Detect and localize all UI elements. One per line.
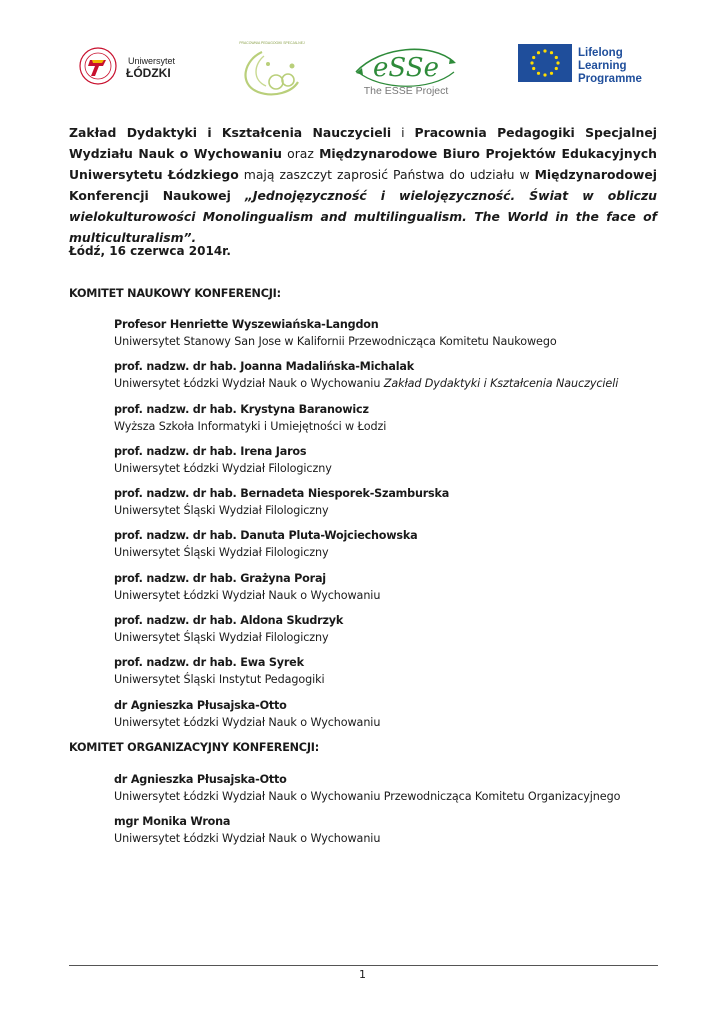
organizing-committee-list: [114, 771, 674, 856]
member-affiliation: Uniwersytet Łódzki Wydział Nauk o Wychowaniu: [114, 832, 381, 846]
organizer-3: Międzynarodowe Biuro Projektów Edukacyjnych Uniwersytetu Łódzkiego: [69, 146, 657, 182]
scientific-committee-heading: KOMITET NAUKOWY KONFERENCJI:: [69, 287, 281, 300]
svg-text:Lifelong: Lifelong: [578, 47, 623, 59]
lodz-university-logo: [78, 46, 188, 86]
member-affiliation: Uniwersytet Śląski Wydział Filologiczny: [114, 504, 329, 518]
member-name: prof. nadzw. dr hab. Ewa Syrek: [114, 656, 304, 670]
pracownia-logo: [232, 38, 312, 100]
logos-header: [0, 38, 725, 100]
svg-text:Programme: Programme: [578, 73, 642, 84]
member-affiliation: Uniwersytet Śląski Instytut Pedagogiki: [114, 673, 325, 687]
member-name: prof. nadzw. dr hab. Krystyna Baranowicz: [114, 402, 369, 416]
svg-text:PRACOWNIA PEDAGOGIKI SPECJALNE: PRACOWNIA PEDAGOGIKI SPECJALNEJ: [239, 41, 305, 45]
lifelong-learning-programme-logo: [518, 44, 654, 84]
committee-member: [114, 612, 674, 654]
conference-name: Międzynarodowej Konferencji Naukowej: [69, 167, 657, 203]
svg-text:Uniwersytet: Uniwersytet: [128, 56, 176, 66]
page-number: 1: [359, 968, 366, 981]
conference-title: „Jednojęzyczność i wielojęzyczność. Świat w obliczu wielokulturowości Monolingualism and multilingualism. The World in the face of multiculturalism”.: [69, 188, 658, 245]
svg-text:Learning: Learning: [578, 60, 627, 72]
member-name: prof. nadzw. dr hab. Bernadeta Niesporek-Szamburska: [114, 487, 450, 501]
organizer-1: Zakład Dydaktyki i Kształcenia Nauczycieli: [69, 125, 392, 140]
committee-member: [114, 813, 674, 855]
member-affiliation: Uniwersytet Łódzki Wydział Nauk o Wychowaniu: [114, 588, 381, 602]
committee-member: [114, 358, 674, 400]
committee-member: [114, 697, 674, 739]
member-name: prof. nadzw. dr hab. Irena Jaros: [114, 444, 307, 458]
member-affiliation: Wyższa Szkoła Informatyki i Umiejętności w Łodzi: [114, 419, 387, 433]
member-affiliation: Uniwersytet Stanowy San Jose w Kalifornii Przewodnicząca Komitetu Naukowego: [114, 335, 557, 348]
member-affiliation: Uniwersytet Łódzki Wydział Nauk o Wychowaniu Przewodnicząca Komitetu Organizacyjnego: [114, 790, 621, 803]
document-date: Łódź, 16 czerwca 2014r.: [69, 244, 231, 258]
committee-member: [114, 401, 674, 443]
svg-text:The ESSE Project: The ESSE Project: [363, 85, 449, 96]
member-affiliation: Uniwersytet Śląski Wydział Filologiczny: [114, 631, 329, 645]
committee-member: [114, 443, 674, 485]
member-name: dr Agnieszka Płusajska-Otto: [114, 698, 287, 712]
invitation-paragraph: Zakład Dydaktyki i Kształcenia Nauczycieli i Pracownia Pedagogiki Specjalnej Wydziału Nauk o Wychowaniu oraz Międzynarodowe Biuro Projektów Edukacyjnych Uniwersytetu Łódzkiego mają zaszczyt zaprosić Państwa do udziału w Międzynarodowej Konferencji Naukowej „Jednojęzyczność i wielojęzyczność. Świat w obliczu wielokulturowości Monolingualism and multilingualism. The World in the face of multiculturalism”.: [69, 125, 658, 245]
esse-project-logo: [350, 42, 462, 96]
member-affiliation: Uniwersytet Śląski Wydział Filologiczny: [114, 546, 329, 560]
committee-member: [114, 485, 674, 527]
svg-text:eSSe: eSSe: [373, 53, 439, 83]
member-name: prof. nadzw. dr hab. Grażyna Poraj: [114, 571, 326, 585]
member-name: prof. nadzw. dr hab. Aldona Skudrzyk: [114, 614, 344, 628]
organizing-committee-heading: KOMITET ORGANIZACYJNY KONFERENCJI:: [69, 741, 320, 754]
committee-member: [114, 570, 674, 612]
committee-member: [114, 316, 674, 358]
committee-member: [114, 654, 674, 696]
member-name: dr Agnieszka Płusajska-Otto: [114, 773, 287, 786]
member-affiliation: Uniwersytet Łódzki Wydział Nauk o Wychowaniu Zakład Dydaktyki i Kształcenia Nauczycieli: [114, 377, 619, 391]
member-affiliation: Uniwersytet Łódzki Wydział Filologiczny: [114, 461, 332, 475]
committee-member: [114, 771, 674, 813]
member-name: prof. nadzw. dr hab. Danuta Pluta-Wojciechowska: [114, 529, 418, 543]
member-name: Profesor Henriette Wyszewiańska-Langdon: [114, 318, 379, 331]
member-affiliation: Uniwersytet Łódzki Wydział Nauk o Wychowaniu: [114, 715, 381, 729]
footer-divider: [69, 965, 658, 966]
organizer-2: Pracownia Pedagogiki Specjalnej Wydziału Nauk o Wychowaniu: [69, 125, 657, 161]
member-name: prof. nadzw. dr hab. Joanna Madalińska-Michalak: [114, 360, 414, 374]
svg-text:ŁÓDZKI: ŁÓDZKI: [126, 66, 171, 80]
member-name: mgr Monika Wrona: [114, 815, 231, 829]
committee-member: [114, 527, 674, 569]
scientific-committee-list: [114, 316, 674, 739]
